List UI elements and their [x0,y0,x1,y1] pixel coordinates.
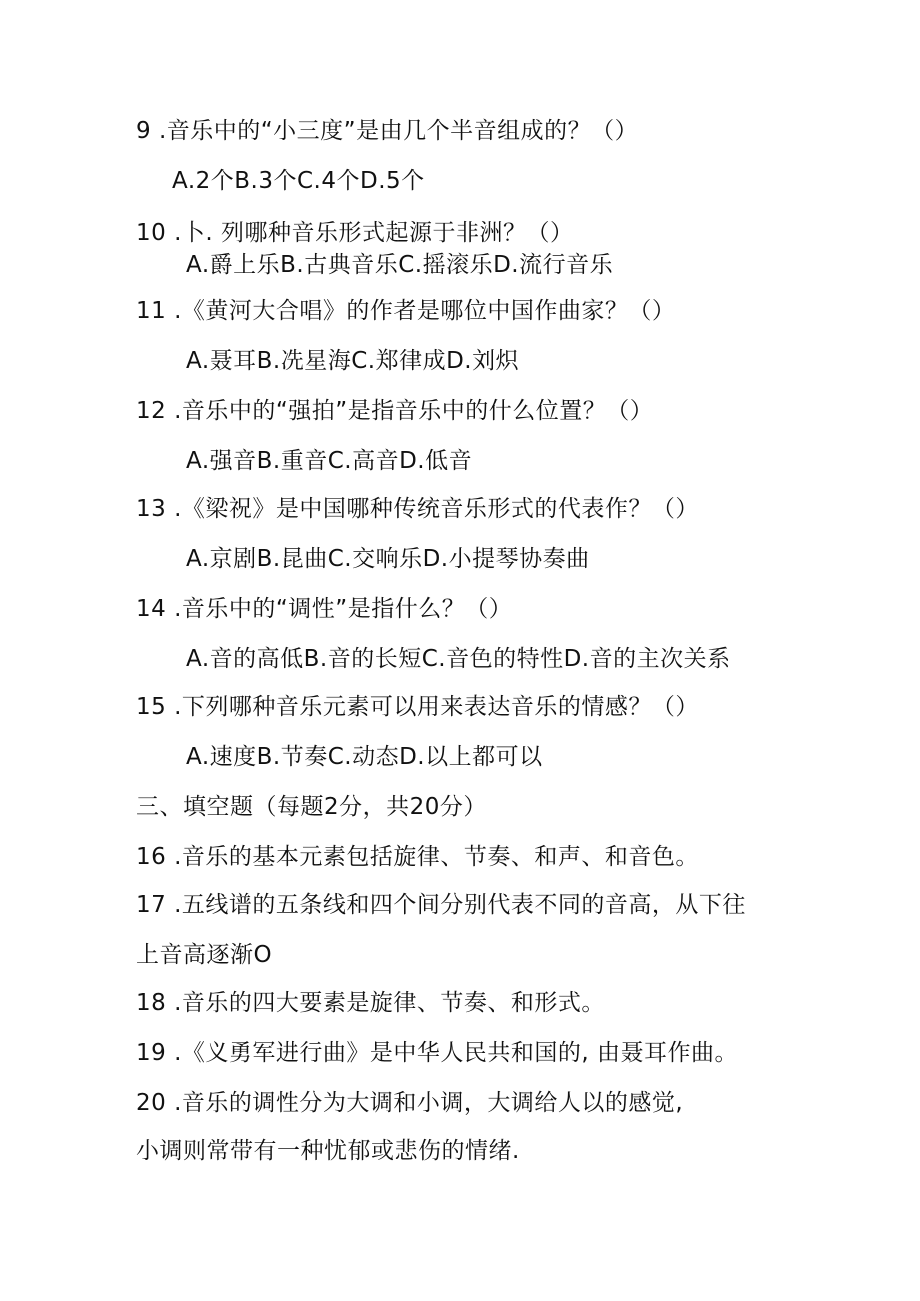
question-20: 20 .音乐的调性分为大调和小调，大调给人以的感觉, [136,1090,684,1116]
question-11-options: A.聂耳B.冼星海C.郑律成D.刘炽 [186,348,520,374]
question-20-continued: 小调则常带有一种忧郁或悲伤的情绪. [136,1138,520,1164]
question-11: 11 .《黄河大合唱》的作者是哪位中国作曲家？（） [136,298,676,324]
question-19: 19 .《义勇军进行曲》是中华人民共和国的, 由聂耳作曲。 [136,1040,739,1066]
question-13: 13 .《梁祝》是中国哪种传统音乐形式的代表作？（） [136,496,699,522]
question-9: 9 .音乐中的“小三度”是由几个半音组成的？（） [136,118,639,144]
question-15: 15 .下列哪种音乐元素可以用来表达音乐的情感？（） [136,694,699,720]
question-14: 14 .音乐中的“调性”是指什么？（） [136,596,513,622]
section-title: 三、填空题（每题2分，共20分） [136,794,487,820]
question-10-options: A.爵上乐B.古典音乐C.摇滚乐D.流行音乐 [186,252,614,278]
question-10: 10 .卜. 列哪种音乐形式起源于非洲？（） [136,220,574,246]
question-18: 18 .音乐的四大要素是旋律、节奏、和形式。 [136,990,605,1016]
question-13-options: A.京剧B.昆曲C.交响乐D.小提琴协奏曲 [186,546,590,572]
question-17: 17 .五线谱的五条线和四个间分别代表不同的音高，从下往 [136,892,746,918]
question-16: 16 .音乐的基本元素包括旋律、节奏、和声、和音色。 [136,844,699,870]
question-15-options: A.速度B.节奏C.动态D.以上都可以 [186,744,543,770]
question-12: 12 .音乐中的“强拍”是指音乐中的什么位置？（） [136,398,654,424]
question-17-continued: 上音高逐渐O [136,942,273,968]
question-14-options: A.音的高低B.音的长短C.音色的特性D.音的主次关系 [186,646,731,672]
question-12-options: A.强音B.重音C.高音D.低音 [186,448,473,474]
question-9-options: A.2个B.3个C.4个D.5个 [172,168,425,194]
